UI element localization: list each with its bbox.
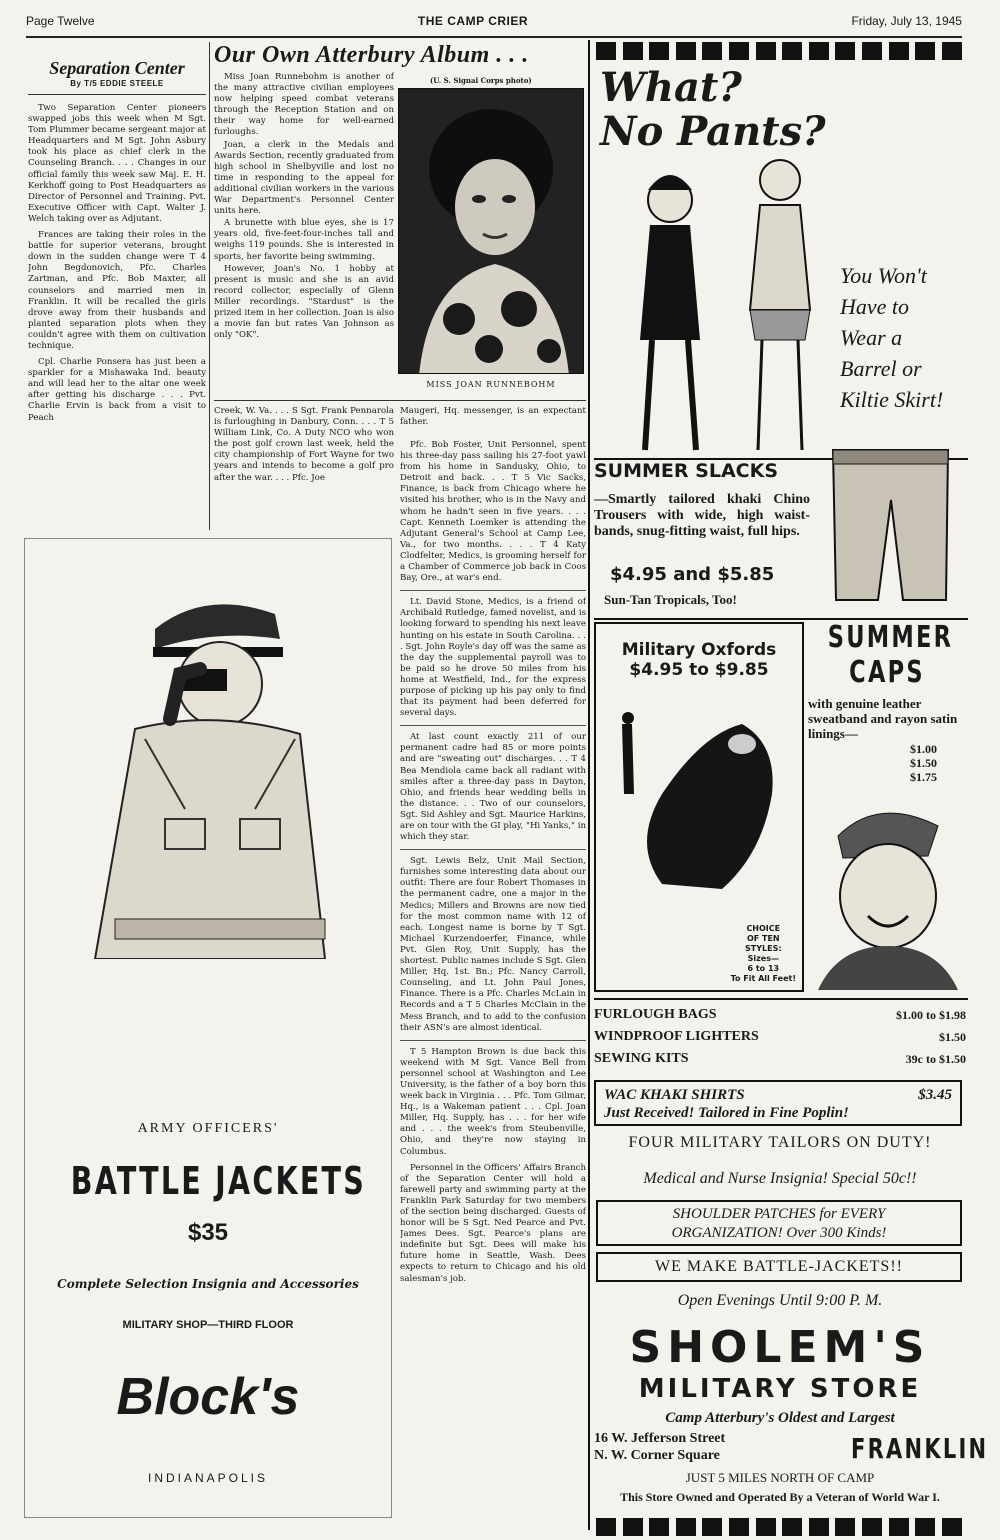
- paragraph: Cpl. Charlie Ponsera has just been a sparkler for a Mishawaka Ind. beauty and will lead her to the altar one week after getting his discharge . . . Pvt. Charlie Ervin is back from a visit to Peach: [28, 357, 206, 423]
- paragraph: A brunette with blue eyes, she is 17 years old, five-feet-four-inches tall and weighs 119 pounds. She is interested in sports, her favorite being swimming.: [214, 218, 394, 262]
- paragraph: Sgt. Lewis Belz, Unit Mail Section, furnishes some interesting data about our outfit: There are four Robert Thomases in the permanent cadre, one a major in the Medics; Millers and Browns are now tied for the most common name with 12 of each. Longest name is borne by T Sgt. Michael Kurzendoerfer, Finance, while Pvt. Glen Roy, Unit Supply, has the shortest. Public names include S Sgt. Glen Miller, Hq. 1st. Bn.; Pfc. Nancy Carroll, Counseling, and Lt. John Paul Jones, Finance. There is a Pfc. Charles McLain in Records and a T 5 Charles McClain in the Mess Branch, and to add to the confusion their ASN's are almost identical.: [400, 856, 586, 1033]
- column-rule: [209, 42, 210, 530]
- wac-shirts-box: WAC KHAKI SHIRTS $3.45 Just Received! Tailored in Fine Poplin!: [594, 1080, 962, 1126]
- caps-heading: SUMMER CAPS: [827, 620, 954, 690]
- blocks-battle-jackets-ad: [24, 538, 392, 1518]
- paragraph: Miss Joan Runnebohm is another of the many attractive civilian employees now helping speed combat veterans through the Reception Station and on their way home for well-earned furloughs.: [214, 72, 394, 138]
- oxfords-choice: CHOICE OF TEN STYLES: Sizes— 6 to 13 To Fit All Feet!: [730, 924, 796, 983]
- paragraph: Two Separation Center pioneers swapped jobs this week when M Sgt. Tom Plummer became sergeant major at Headquarters and M Sgt. John Asbury took his place as chief clerk in the Counseling Branch. . . . Changes in our official family this week saw Maj. E. H. Kerkhoff going to Post Headquarters as Director of Personnel and Training. Pvt. Executive Officer with Capt. Walter J. Welch taking over as Adjutant.: [28, 103, 206, 224]
- store-subtitle: MILITARY STORE: [638, 1374, 922, 1404]
- slacks-description: —Smartly tailored khaki Chino Trousers with wide, high waist-bands, snug-fitting waist, full hips.: [594, 492, 810, 539]
- issue-date: Friday, July 13, 1945: [851, 14, 962, 28]
- portrait-photo: [398, 88, 584, 374]
- album-body: [214, 72, 394, 400]
- divider: [400, 1040, 586, 1041]
- insignia-line: Medical and Nurse Insignia! Special 50c!!: [643, 1170, 917, 1187]
- divider: [214, 400, 586, 401]
- ad-price: $35: [187, 1219, 229, 1246]
- divider: [400, 849, 586, 850]
- continued-text: [400, 406, 586, 436]
- separation-body: [28, 103, 206, 513]
- evenings-line: Open Evenings Until 9:00 P. M.: [677, 1292, 883, 1309]
- ad-no-pants: No Pants?: [600, 108, 826, 155]
- paragraph: Joan, a clerk in the Medals and Awards Section, recently graduated from high school in Shelbyville and lost no time in responding to the appeal for additional civilian workers in the various War Department's Personnel Center units here.: [214, 139, 394, 217]
- ad-wont-wear: You Won't Have to Wear a Barrel or Kiltie Skirt!: [840, 263, 944, 412]
- caps-description: with genuine leather sweatband and rayon satin linings—: [808, 696, 958, 741]
- blocks-logo: Block's: [116, 1368, 300, 1426]
- photo-caption: MISS JOAN RUNNEBOHM: [426, 380, 556, 389]
- battle-jackets-box: WE MAKE BATTLE-JACKETS!!: [596, 1252, 962, 1282]
- paragraph: At last count exactly 211 of our permanent cadre had 85 or more points and are "sweating out" discharges. . . T 4 Bea Mendiola came back all radiant with smiles after a three-day pass in Dayton, Ohio, and friends hear wedding bells in the distance. . . Two of our counselors, Sgt. Sid Ashley and Sgt. Maurice Harkins, are on tour with the GI play, "Hi Yanks," in which they star.: [400, 732, 586, 843]
- store-name: SHOLEM'S: [629, 1322, 931, 1373]
- officer-illustration: [75, 559, 345, 959]
- paragraph: Maugeri, Hq. messenger, is an expectant father.: [400, 406, 586, 428]
- divider: [400, 590, 586, 591]
- page-number: Page Twelve: [26, 14, 95, 28]
- oxfords-price: $4.95 to $9.85: [629, 660, 769, 680]
- portrait-photo-illustration: [399, 89, 584, 374]
- store-directions: JUST 5 MILES NORTH OF CAMP: [685, 1470, 875, 1485]
- photo-credit: (U. S. Signal Corps photo): [430, 76, 532, 85]
- items-list: [594, 1004, 966, 1070]
- separation-byline: By T/5 EDDIE STEELE: [70, 79, 164, 88]
- list-item: FURLOUGH BAGS $1.00 to $1.98: [594, 1007, 966, 1022]
- list-item: WINDPROOF LIGHTERS $1.50: [594, 1029, 966, 1044]
- list-item: SEWING KITS 39c to $1.50: [594, 1051, 966, 1066]
- album-header: [214, 42, 586, 69]
- separation-center-article: [28, 58, 206, 528]
- decorative-border-bottom: [596, 1518, 962, 1536]
- couple-illustration: [600, 150, 840, 470]
- slacks-illustration: [818, 440, 964, 610]
- store-owner: This Store Owned and Operated By a Veteran of World War I.: [620, 1490, 940, 1504]
- ad-line-selection: Complete Selection Insignia and Accessories: [57, 1277, 359, 1291]
- paragraph: Lt. David Stone, Medics, is a friend of Archibald Rutledge, famed novelist, and is looking forward to spending his next leave hunting on his estate in South Carolina. . . . Sgt. John Royle's day off was the same as the day the supplemental payroll was to be paid so he drove 50 miles from his home at Westfield, Ind., for the express purpose of picking up his pay only to find that its payment had been deferred for several days.: [400, 597, 586, 719]
- decorative-border-top: [596, 42, 962, 60]
- store-tagline: Camp Atterbury's Oldest and Largest: [665, 1410, 895, 1426]
- ad-line-military-shop: MILITARY SHOP—THIRD FLOOR: [122, 1319, 294, 1331]
- slacks-price: $4.95 and $5.85: [610, 564, 775, 585]
- album-title: Our Own Atterbury Album . . .: [214, 42, 529, 68]
- tailors-line: FOUR MILITARY TAILORS ON DUTY!: [628, 1134, 932, 1151]
- divider: [400, 725, 586, 726]
- store-town: FRANKLIN: [851, 1432, 989, 1465]
- divider: [28, 94, 206, 95]
- slacks-subline: Sun-Tan Tropicals, Too!: [604, 592, 737, 607]
- ad-what: What?: [600, 64, 742, 111]
- oxford-shoe-illustration: [602, 704, 800, 904]
- paragraph: Pfc. Bob Foster, Unit Personnel, spent his three-day pass sailing his 27-foot yawl from his home in Sandusky, Ohio, to Detroit and back. . . T 5 Vic Sacks, Finance, is back from Chicago where he visited his brother, who is in the Navy and whom he hadn't seen in five years. . . . Capt. Kenneth Loemker is attending the Adjutant General's School at Camp Lee, Va., for two months. . . . T 4 Katy Clodfelter, Medics, is grooming herself for a Chamber of Commerce job back in Coos Bay, Ore., at war's end.: [400, 440, 586, 584]
- paragraph: Creek, W. Va. . . . S Sgt. Frank Pennarola is furloughing in Danbury, Conn. . . . T 5 William Link, Co. A Duty NCO who won the post golf crown last week, held the city championship of Fort Wayne for two years and intends to become a golf pro after the war. . . . Pfc. Joe: [214, 406, 394, 483]
- divider: [594, 998, 968, 1000]
- sholems-ad: [588, 40, 989, 1530]
- ad-line-city: INDIANAPOLIS: [147, 1471, 269, 1485]
- notes-column: [400, 440, 586, 1530]
- oxfords-box: [594, 622, 804, 992]
- separation-title: Separation Center: [49, 58, 185, 78]
- oxfords-title: Military Oxfords: [621, 640, 777, 660]
- ad-headline-battle-jackets: BATTLE JACKETS: [70, 1159, 367, 1203]
- shoulder-patches-box: SHOULDER PATCHES for EVERY ORGANIZATION! Over 300 Kinds!: [596, 1200, 962, 1246]
- slacks-title: SUMMER SLACKS: [594, 460, 778, 482]
- paragraph: Personnel in the Officers' Affairs Branch of the Separation Center will hold a farewell party and swimming party at the Franklin Park Saturday for two members of the section being discharged. Guests of honor will be S Sgt. Ned Pearce and Pvt. James Dees. Sgt. Pearce's plans are indefinite but Sgt. Dees will make his future home in Seattle, Wash. Dees expects to return to Chicago and his old salesman's job.: [400, 1162, 586, 1284]
- soldier-cap-illustration: [808, 786, 964, 990]
- paragraph: Frances are taking their roles in the battle for superior veterans, brought down in the sudden change were T 4 John Begdonovich, Pfc. Charles Zartman, and Pfc. Bob Maxter, all counselors and married men in Franklin. It will be recalled the girls drove away from their husbands and planted separation plots when they couldn't agree with them on cultivation technique.: [28, 230, 206, 351]
- paragraph: However, Joan's No. 1 hobby at present is music and she is an avid record collector, especially of Glenn Miller recordings. "Stardust" is the prized item in her collection. Joan is also a movie fan but rates Van Johnson as only "OK".: [214, 263, 394, 341]
- continued-text: [214, 406, 394, 524]
- ad-line-officers: ARMY OFFICERS': [137, 1121, 279, 1136]
- store-address: 16 W. Jefferson Street N. W. Corner Square: [594, 1431, 726, 1463]
- page-header: [26, 14, 962, 38]
- paragraph: T 5 Hampton Brown is due back this weekend with M Sgt. Vance Bell from personnel school at Washington and Lee University, is the father of a boy born this week back in Virginia . . . Pfc. Tom Gilmar, Hq., is a Wakeman patient . . . Cpl. Joan Miller, Hq. Supply, has . . . for her wife and . . . the week's from Steubenville, Ohio, and they're now staying in Columbus.: [400, 1046, 586, 1157]
- newspaper-title: THE CAMP CRIER: [417, 14, 529, 28]
- caps-prices: $1.00 $1.50 $1.75: [910, 742, 937, 784]
